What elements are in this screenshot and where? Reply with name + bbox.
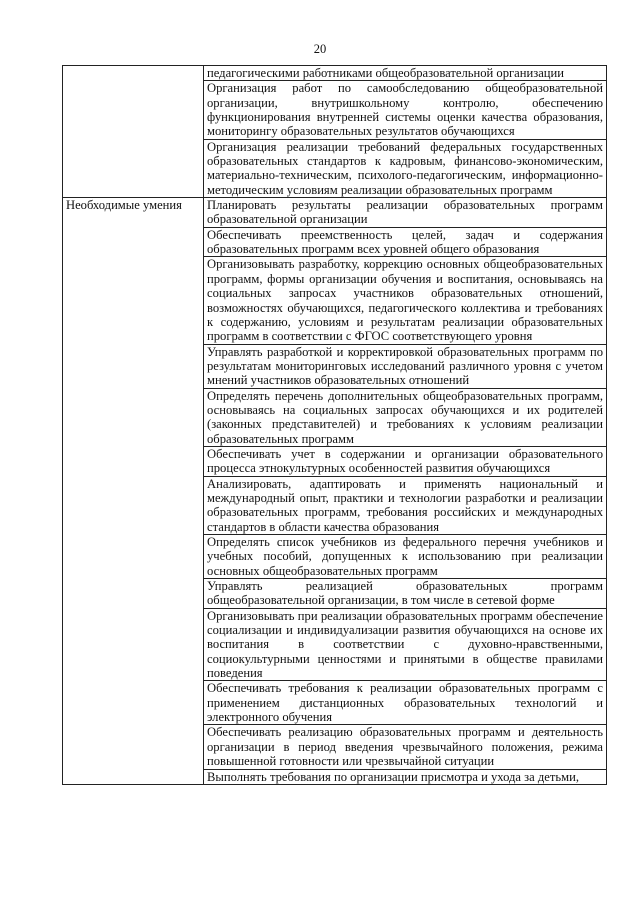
table-cell-text: Определять перечень дополнительных общеобразовательных программ, основываясь на социальных запросах обучающихся и их родителей (законных представителей) и требованиях к условиям реализации образовательных программ (204, 388, 607, 446)
table-cell-text: Анализировать, адаптировать и применять национальный и международный опыт, практики и технологии разработки и реализации образовательных программ, требования российских и международных стандартов в области качества образования (204, 476, 607, 534)
table-cell-text: Планировать результаты реализации образовательных программ образовательной организации (204, 198, 607, 228)
table-row (63, 66, 607, 81)
table-cell-text: Выполнять требования по организации присмотра и ухода за детьми, (204, 769, 607, 784)
table-cell-text: Обеспечивать преемственность целей, задач и содержания образовательных программ всех уровней общего образования (204, 227, 607, 257)
table-cell-text: Обеспечивать реализацию образовательных программ и деятельность организации в период введения чрезвычайного положения, режима повышенной готовности или чрезвычайной ситуации (204, 725, 607, 769)
row-label-skills: Необходимые умения (63, 198, 204, 785)
table-cell-text: Определять список учебников из федерального перечня учебников и учебных пособий, допущенных к использованию при реализации основных общеобразовательных программ (204, 535, 607, 579)
table-cell-text: Управлять разработкой и корректировкой образовательных программ по результатам мониторинговых исследований различного уровня с учетом мнений участников образовательных отношений (204, 344, 607, 388)
table-cell-text: Организация работ по самообследованию общеобразовательной организации, внутришкольному контролю, обеспечению функционирования внутренней системы оценки качества образования, мониторингу образовательных результатов обучающихся (204, 81, 607, 139)
table-cell-text: Управлять реализацией образовательных программ общеобразовательной организации, в том числе в сетевой форме (204, 579, 607, 609)
table-cell-text: педагогическими работниками общеобразовательной организации (204, 66, 607, 81)
table-cell-text: Организация реализации требований федеральных государственных образовательных стандартов к кадровым, финансово-экономическим, материально-техническим, психолого-педагогическим, информационно-методическим условиям реализации образовательных программ (204, 139, 607, 197)
row-label-cell (63, 66, 204, 198)
competency-table (62, 65, 607, 785)
table-cell-text: Организовывать разработку, коррекцию основных общеобразовательных программ, формы организации обучения и воспитания, основываясь на социальных запросах участников образовательных отношений, возможностях обучающихся, педагогического коллектива и требованиях к содержанию, условиям и результатам реализации образовательных программ в соответствии с ФГОС соответствующего уровня (204, 257, 607, 344)
page-number: 20 (313, 42, 327, 56)
table-cell-text: Обеспечивать учет в содержании и организации образовательного процесса этнокультурных особенностей развития обучающихся (204, 446, 607, 476)
table-cell-text: Обеспечивать требования к реализации образовательных программ с применением дистанционных образовательных технологий и электронного обучения (204, 681, 607, 725)
table-row (63, 198, 607, 228)
table-cell-text: Организовывать при реализации образовательных программ обеспечение социализации и индивидуализации развития обучающихся на основе их воспитания в соответствии с духовно-нравственными, социокультурными ценностями и принятыми в обществе правилами поведения (204, 608, 607, 681)
